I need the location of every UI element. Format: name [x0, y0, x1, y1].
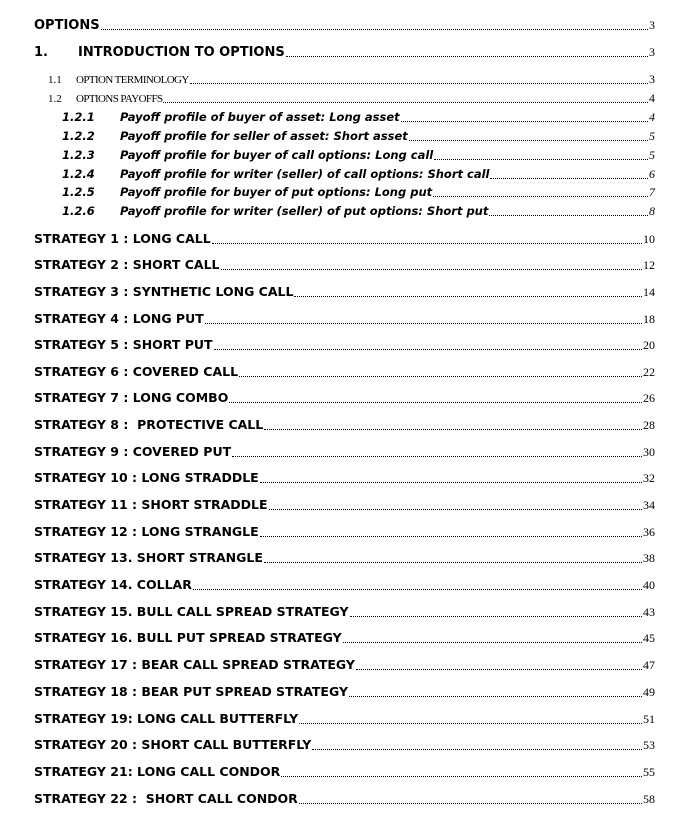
dot-leader — [286, 56, 648, 57]
dot-leader — [433, 196, 648, 197]
toc-entry-title: STRATEGY 17 : BEAR CALL SPREAD STRATEGY — [34, 657, 355, 672]
toc-entry-label — [0, 444, 231, 459]
toc-entry-strategy[interactable] — [0, 284, 675, 300]
toc-entry-page: 3 — [649, 72, 655, 86]
toc-entry-title: STRATEGY 14. COLLAR — [34, 577, 192, 592]
dot-leader — [205, 323, 642, 324]
toc-entry-page: 20 — [643, 338, 655, 352]
toc-entry-label — [0, 167, 489, 181]
toc-entry-label — [0, 74, 189, 86]
toc-entry-title: Payoff profile for writer (seller) of call options: Short call — [120, 167, 490, 181]
toc-entry-page: 4 — [649, 110, 655, 124]
dot-leader — [349, 696, 642, 697]
toc-entry-page: 3 — [649, 45, 655, 59]
dot-leader — [343, 642, 642, 643]
toc-entry-page: 4 — [649, 91, 655, 105]
toc-entry-page: 6 — [649, 167, 655, 181]
toc-entry-label — [0, 148, 433, 162]
toc-entry-title: OPTIONS PAYOFFS — [76, 93, 163, 105]
toc-entry-page: 5 — [649, 148, 655, 162]
toc-entry-page: 38 — [643, 551, 655, 565]
toc-entry-page: 28 — [643, 418, 655, 432]
toc-entry-label — [0, 93, 162, 105]
toc-entry-payoff[interactable] — [0, 167, 675, 182]
toc-entry-strategy[interactable] — [0, 604, 675, 620]
toc-entry-title: Payoff profile for buyer of put options: Long put — [120, 185, 433, 199]
toc-entry-label — [0, 129, 408, 143]
toc-entry-payoff[interactable] — [0, 129, 675, 144]
toc-entry-title: STRATEGY 8 : PROTECTIVE CALL — [34, 417, 264, 432]
dot-leader — [260, 482, 642, 483]
toc-entry-page: 22 — [643, 365, 655, 379]
toc-entry-title: STRATEGY 7 : LONG COMBO — [34, 390, 229, 405]
toc-entry-title: Payoff profile for writer (seller) of put options: Short put — [120, 204, 489, 218]
toc-entry-title: STRATEGY 4 : LONG PUT — [34, 311, 204, 326]
toc-entry-number: 1.2 — [48, 93, 62, 105]
toc-entry-title: STRATEGY 11 : SHORT STRADDLE — [34, 497, 268, 512]
toc-entry-label — [0, 364, 238, 379]
toc-entry-page: 43 — [643, 605, 655, 619]
toc-entry-page: 32 — [643, 471, 655, 485]
toc-entry-title: STRATEGY 10 : LONG STRADDLE — [34, 470, 259, 485]
toc-entry-label — [0, 550, 263, 565]
toc-entry-strategy[interactable] — [0, 711, 675, 727]
toc-entry-page: 58 — [643, 792, 655, 806]
toc-entry-strategy[interactable] — [0, 791, 675, 807]
dot-leader — [294, 296, 642, 297]
dot-leader — [269, 509, 642, 510]
dot-leader — [490, 178, 648, 179]
toc-entry-title: STRATEGY 22 : SHORT CALL CONDOR — [34, 791, 298, 806]
toc-entry-page: 47 — [643, 658, 655, 672]
toc-entry-label — [0, 524, 259, 539]
dot-leader — [299, 723, 642, 724]
toc-entry-label — [0, 110, 400, 124]
toc-entry-page: 40 — [643, 578, 655, 592]
dot-leader — [434, 159, 648, 160]
toc-entry-title: OPTIONS — [34, 18, 100, 33]
toc-entry-title: STRATEGY 19: LONG CALL BUTTERFLY — [34, 711, 299, 726]
toc-entry-strategy[interactable] — [0, 630, 675, 646]
toc-entry-title: STRATEGY 13. SHORT STRANGLE — [34, 550, 263, 565]
toc-entry-label — [0, 390, 228, 405]
toc-entry-page: 3 — [649, 18, 655, 32]
toc-entry-number: 1.1 — [48, 74, 62, 86]
toc-entry-label — [0, 630, 342, 645]
toc-entry-label — [0, 791, 298, 806]
toc-entry-title: STRATEGY 6 : COVERED CALL — [34, 364, 239, 379]
toc-entry-payoff[interactable] — [0, 148, 675, 163]
toc-entry-page: 45 — [643, 631, 655, 645]
toc-entry-label — [0, 337, 213, 352]
toc-entry-title: STRATEGY 20 : SHORT CALL BUTTERFLY — [34, 737, 312, 752]
dot-leader — [264, 562, 642, 563]
toc-entry-number: 1. — [34, 45, 48, 60]
dot-leader — [221, 269, 642, 270]
toc-entry-introduction[interactable] — [0, 45, 675, 60]
toc-entry-page: 49 — [643, 685, 655, 699]
toc-entry-title: Payoff profile of buyer of asset: Long asset — [120, 110, 400, 124]
dot-leader — [281, 776, 642, 777]
dot-leader — [190, 83, 648, 84]
toc-entry-label — [0, 257, 220, 272]
toc-entry-strategy[interactable] — [0, 337, 675, 353]
toc-entry-strategy[interactable] — [0, 737, 675, 753]
toc-entry-label — [0, 185, 432, 199]
toc-entry-strategy[interactable] — [0, 444, 675, 460]
dot-leader — [212, 243, 642, 244]
toc-entry-title: STRATEGY 3 : SYNTHETIC LONG CALL — [34, 284, 294, 299]
dot-leader — [260, 536, 642, 537]
toc-entry-title: INTRODUCTION TO OPTIONS — [78, 45, 285, 60]
toc-entry-label — [0, 18, 100, 33]
toc-entry-page: 8 — [649, 204, 655, 218]
toc-entry-label — [0, 737, 311, 752]
toc-entry-page: 55 — [643, 765, 655, 779]
toc-entry-page: 18 — [643, 312, 655, 326]
dot-leader — [401, 121, 648, 122]
dot-leader — [214, 349, 642, 350]
dot-leader — [350, 616, 642, 617]
toc-entry-label — [0, 764, 280, 779]
toc-entry-strategy[interactable] — [0, 257, 675, 273]
toc-entry-strategy[interactable] — [0, 311, 675, 327]
toc-entry-label — [0, 45, 285, 60]
toc-entry-page: 30 — [643, 445, 655, 459]
toc-entry-label — [0, 711, 298, 726]
dot-leader — [264, 429, 642, 430]
toc-entry-payoff[interactable] — [0, 110, 675, 125]
dot-leader — [409, 140, 648, 141]
toc-entry-page: 51 — [643, 712, 655, 726]
toc-entry-title: STRATEGY 5 : SHORT PUT — [34, 337, 213, 352]
toc-entry-label — [0, 604, 349, 619]
dot-leader — [232, 456, 642, 457]
toc-entry-number: 1.2.6 — [62, 204, 95, 218]
toc-entry-title: Payoff profile for buyer of call options: Long call — [120, 148, 434, 162]
toc-entry-page: 36 — [643, 525, 655, 539]
toc-entry-label — [0, 204, 488, 218]
toc-entry-number: 1.2.4 — [62, 167, 95, 181]
toc-entry-strategy[interactable] — [0, 470, 675, 486]
toc-entry-page: 14 — [643, 285, 655, 299]
dot-leader — [229, 402, 642, 403]
toc-entry-options-payoffs[interactable] — [0, 91, 675, 106]
toc-entry-number: 1.2.2 — [62, 129, 95, 143]
toc-entry-strategy[interactable] — [0, 231, 675, 247]
toc-entry-label — [0, 497, 268, 512]
dot-leader — [163, 102, 648, 103]
dot-leader — [489, 215, 648, 216]
toc-entry-strategy[interactable] — [0, 390, 675, 406]
toc-entry-title: STRATEGY 15. BULL CALL SPREAD STRATEGY — [34, 604, 349, 619]
toc-entry-strategy[interactable] — [0, 364, 675, 380]
toc-entry-label — [0, 470, 259, 485]
dot-leader — [193, 589, 642, 590]
toc-entry-payoff[interactable] — [0, 185, 675, 200]
toc-entry-label — [0, 417, 263, 432]
toc-entry-number: 1.2.1 — [62, 110, 95, 124]
toc-entry-label — [0, 577, 192, 592]
toc-entry-title: STRATEGY 12 : LONG STRANGLE — [34, 524, 259, 539]
toc-entry-title: STRATEGY 21: LONG CALL CONDOR — [34, 764, 281, 779]
dot-leader — [239, 376, 642, 377]
toc-entry-title: Payoff profile for seller of asset: Short asset — [120, 129, 408, 143]
toc-entry-label — [0, 231, 211, 246]
dot-leader — [101, 29, 648, 30]
toc-entry-option-terminology[interactable] — [0, 72, 675, 87]
toc-entry-strategy[interactable] — [0, 497, 675, 513]
toc-entry-title: STRATEGY 16. BULL PUT SPREAD STRATEGY — [34, 630, 342, 645]
toc-entry-title: STRATEGY 18 : BEAR PUT SPREAD STRATEGY — [34, 684, 349, 699]
toc-entry-strategy[interactable] — [0, 577, 675, 593]
toc-entry-label — [0, 311, 204, 326]
toc-entry-label — [0, 684, 348, 699]
toc-entry-payoff[interactable] — [0, 204, 675, 219]
toc-entry-options[interactable] — [0, 18, 675, 33]
toc-entry-strategy[interactable] — [0, 764, 675, 780]
toc-entry-label — [0, 657, 355, 672]
toc-entry-strategy[interactable] — [0, 417, 675, 433]
toc-entry-page: 34 — [643, 498, 655, 512]
toc-entry-page: 5 — [649, 129, 655, 143]
toc-entry-strategy[interactable] — [0, 684, 675, 700]
toc-entry-title: STRATEGY 9 : COVERED PUT — [34, 444, 232, 459]
toc-entry-strategy[interactable] — [0, 657, 675, 673]
toc-entry-title: STRATEGY 2 : SHORT CALL — [34, 257, 220, 272]
toc-entry-page: 53 — [643, 738, 655, 752]
toc-entry-page: 10 — [643, 232, 655, 246]
toc-entry-title: STRATEGY 1 : LONG CALL — [34, 231, 211, 246]
toc-entry-page: 12 — [643, 258, 655, 272]
toc-entry-title: OPTION TERMINOLOGY — [76, 74, 189, 86]
toc-entry-number: 1.2.3 — [62, 148, 95, 162]
toc-entry-number: 1.2.5 — [62, 185, 95, 199]
toc-entry-strategy[interactable] — [0, 524, 675, 540]
toc-entry-label — [0, 284, 293, 299]
toc-entry-strategy[interactable] — [0, 550, 675, 566]
dot-leader — [356, 669, 642, 670]
toc-entry-page: 7 — [649, 185, 655, 199]
dot-leader — [299, 803, 642, 804]
toc-entry-page: 26 — [643, 391, 655, 405]
dot-leader — [312, 749, 642, 750]
